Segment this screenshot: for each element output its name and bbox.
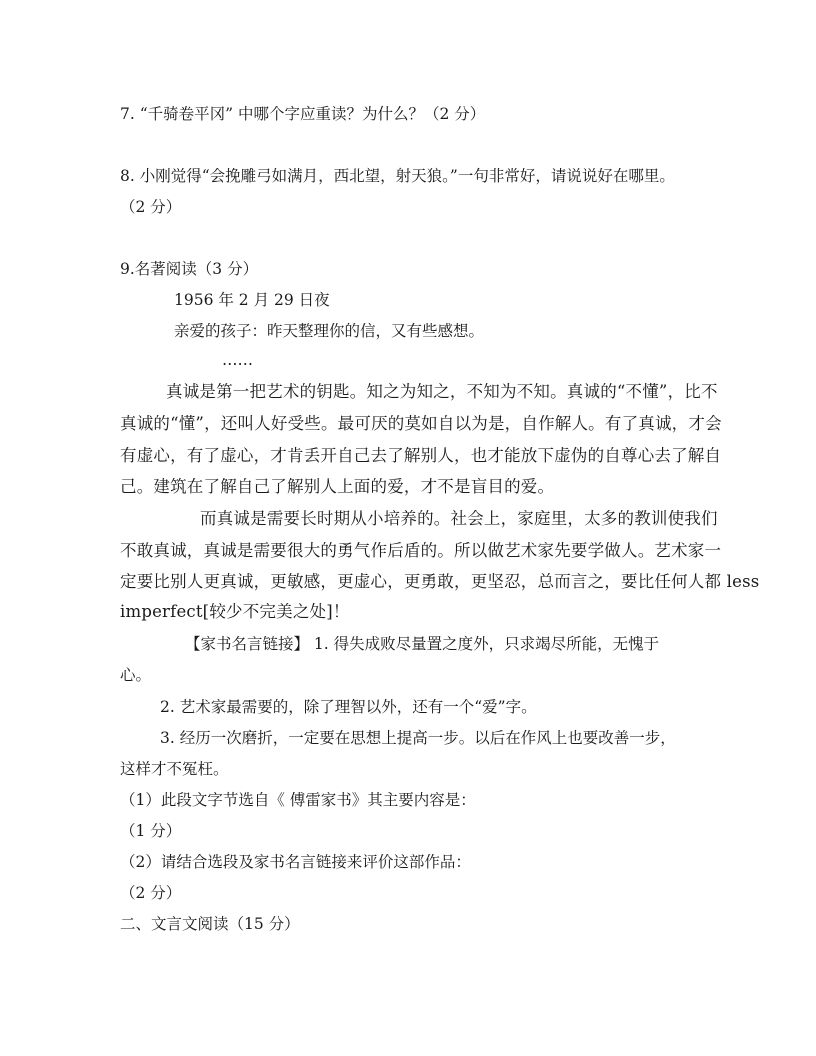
letter-para2-line-4: imperfect[较少不完美之处]！ — [120, 602, 350, 621]
letter-para1-line-3: 有虚心，有了虚心，才肯丢开自己去了解别人，也才能放下虚伪的自尊心去了解自 — [120, 446, 722, 465]
letter-para2-line-1: 而真诚是需要长时期从小培养的。社会上，家庭里，太多的教训使我们 — [200, 509, 718, 528]
letter-date: 1956 年 2 月 29 日夜 — [174, 291, 330, 309]
letter-para1-line-2: 真诚的“懂”，还叫人好受些。最可厌的莫如自以为是，自作解人。有了真诚，才会 — [120, 414, 722, 433]
quote-link-line-1-cont: 心。 — [120, 666, 152, 684]
letter-ellipsis: …… — [222, 351, 253, 369]
letter-greeting: 亲爱的孩子：昨天整理你的信，又有些感想。 — [174, 322, 485, 340]
letter-para1-line-1: 真诚是第一把艺术的钥匙。知之为知之，不知为不知。真诚的“不懂”，比不 — [166, 382, 718, 401]
quote-link-line-1: 【家书名言链接】 1. 得失成败尽量置之度外，只求竭尽所能，无愧于 — [185, 635, 660, 653]
subquestion-2: （2）请结合选段及家书名言链接来评价这部作品： — [120, 853, 471, 871]
subquestion-2-score: （2 分） — [120, 884, 182, 902]
letter-para1-line-4: 己。建筑在了解自己了解别人上面的爱，才不是盲目的爱。 — [120, 477, 555, 496]
letter-para2-line-2: 不敢真诚，真诚是需要很大的勇气作后盾的。所以做艺术家先要学做人。艺术家一 — [120, 541, 722, 560]
quote-link-line-3: 3. 经历一次磨折，一定要在思想上提高一步。以后在作风上也要改善一步， — [160, 729, 676, 747]
question-8-line-2: （2 分） — [120, 198, 182, 216]
quote-link-line-3-cont: 这样才不冤枉。 — [120, 760, 229, 778]
subquestion-1-score: （1 分） — [120, 822, 182, 840]
letter-para2-line-3: 定要比别人更真诚，更敏感，更虚心，更勇敢，更坚忍，总而言之，要比任何人都 less — [120, 572, 760, 591]
quote-link-line-2: 2. 艺术家最需要的，除了理智以外，还有一个“爱”字。 — [160, 698, 537, 716]
question-8-line-1: 8. 小刚觉得“会挽雕弓如满月，西北望，射天狼。”一句非常好，请说说好在哪里。 — [120, 167, 675, 185]
subquestion-1: （1）此段文字节选自《 傅雷家书》其主要内容是： — [120, 791, 476, 809]
question-7: 7. “千骑卷平冈” 中哪个字应重读？为什么？（2 分） — [120, 105, 486, 123]
section-title: 二、文言文阅读（15 分） — [120, 915, 300, 933]
question-9-title: 9.名著阅读（3 分） — [120, 260, 259, 278]
